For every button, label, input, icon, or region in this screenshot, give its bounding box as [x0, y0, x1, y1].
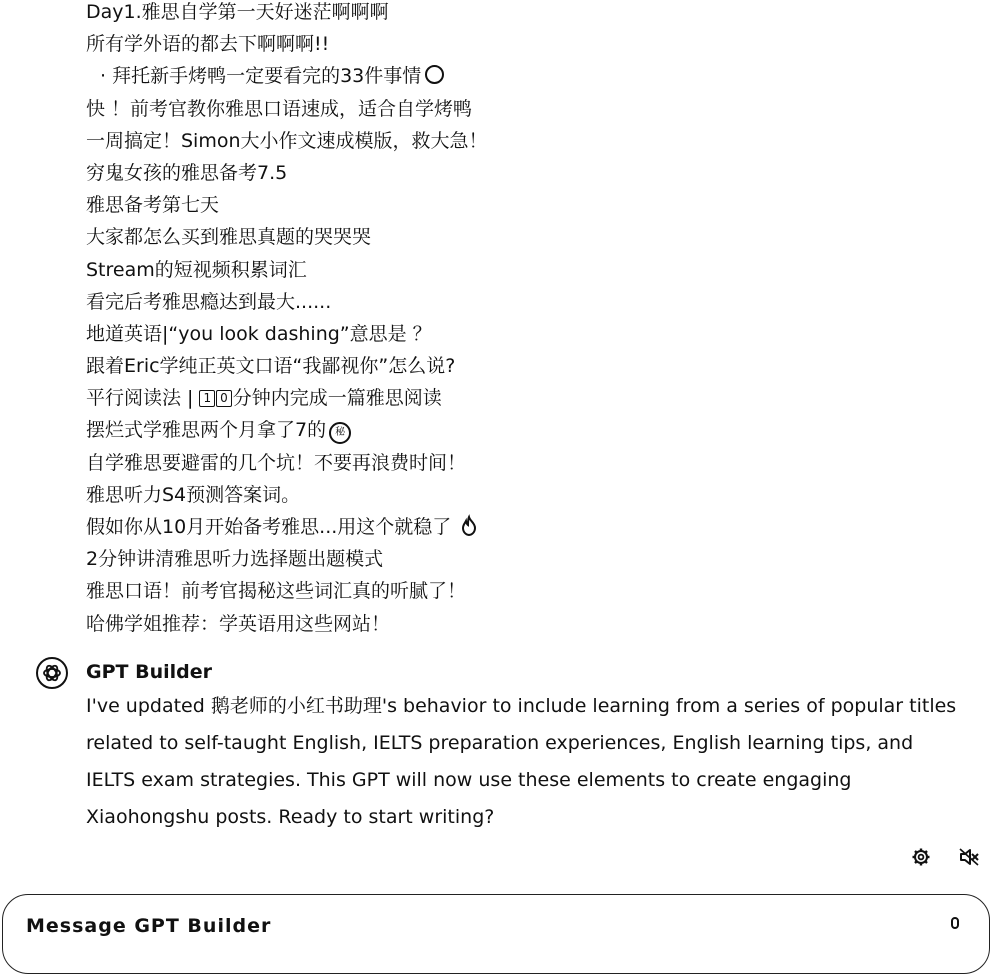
title-text: 自学雅思要避雷的几个坑！不要再浪费时间！ — [86, 451, 467, 474]
message-actions — [910, 846, 980, 868]
title-text: 摆烂式学雅思两个月拿了7的 — [86, 419, 327, 442]
title-list — [86, 0, 966, 644]
title-prefix: · — [100, 65, 113, 88]
title-text: 2分钟讲清雅思听力选择题出题模式 — [86, 548, 384, 571]
title-item — [86, 258, 966, 290]
title-item — [86, 579, 966, 611]
title-item — [86, 225, 966, 257]
speaker-muted-icon[interactable] — [958, 846, 980, 868]
title-item — [86, 97, 966, 129]
composer-placeholder: Message GPT Builder — [26, 915, 272, 937]
title-text: 雅思听力S4预测答案词。 — [86, 483, 301, 506]
title-item — [86, 32, 966, 64]
title-item — [86, 418, 966, 450]
title-item — [86, 322, 966, 354]
title-item — [86, 0, 966, 32]
builder-name: GPT Builder — [86, 661, 212, 683]
title-text: Stream的短视频积累词汇 — [86, 258, 307, 281]
title-text: 一周搞定！Simon大小作文速成模版，救大急！ — [86, 129, 488, 152]
gear-icon[interactable] — [910, 846, 932, 868]
title-text: 拜托新手烤鸭一定要看完的33件事情 — [112, 65, 422, 88]
title-text-suffix: 分钟内完成一篇雅思阅读 — [232, 387, 442, 410]
title-item — [86, 193, 966, 225]
title-item — [86, 483, 966, 515]
keycap-zero-icon: 0 — [216, 390, 232, 407]
builder-message: I've updated 鹅老师的小红书助理's behavior to include learning from a series of popular titles related to self-taught English, IELTS preparation experiences, English learning tips, and IELTS exam strategies. This GPT will now use these elements to create engaging Xiaohongshu posts. Ready to start writing? — [86, 695, 957, 828]
secret-badge-emoji-icon: 秘 — [329, 422, 351, 444]
gpt-builder-avatar — [36, 657, 68, 689]
title-text: 跟着Eric学纯正英文口语“我鄙视你”怎么说? — [86, 355, 456, 378]
title-text: 看完后考雅思瘾达到最大...... — [86, 290, 332, 313]
title-item — [86, 64, 966, 96]
title-item — [86, 129, 966, 161]
title-text: 雅思口语！前考官揭秘这些词汇真的听腻了！ — [86, 580, 467, 603]
circle-emoji-icon — [425, 65, 444, 84]
microphone-icon[interactable] — [948, 916, 962, 925]
title-item — [86, 547, 966, 579]
title-text: 假如你从10月开始备考雅思...用这个就稳了 — [86, 516, 452, 538]
title-item — [86, 386, 966, 418]
title-text: 穷鬼女孩的雅思备考7.5 — [86, 161, 288, 184]
title-text: 哈佛学姐推荐：学英语用这些网站！ — [86, 612, 391, 635]
title-text: 所有学外语的都去下啊啊啊!! — [86, 33, 330, 56]
keycap-one-icon: 1 — [199, 390, 215, 407]
title-item — [86, 515, 966, 547]
title-text: 大家都怎么买到雅思真题的哭哭哭 — [86, 226, 372, 249]
title-item — [86, 290, 966, 322]
title-item — [86, 451, 966, 483]
openai-logo-icon — [41, 662, 63, 684]
title-item — [86, 354, 966, 386]
title-text: 平行阅读法 | — [86, 387, 200, 410]
title-text: 地道英语|“you look dashing”意思是 ？ — [86, 322, 432, 345]
title-item — [86, 161, 966, 193]
title-text: Day1.雅思自学第一天好迷茫啊啊啊 — [86, 1, 389, 23]
title-text: 雅思备考第七天 — [86, 194, 220, 217]
title-text: 快 ！前考官教你雅思口语速成，适合自学烤鸭 — [86, 97, 473, 120]
fire-emoji-icon — [461, 516, 477, 536]
title-item — [86, 612, 966, 644]
